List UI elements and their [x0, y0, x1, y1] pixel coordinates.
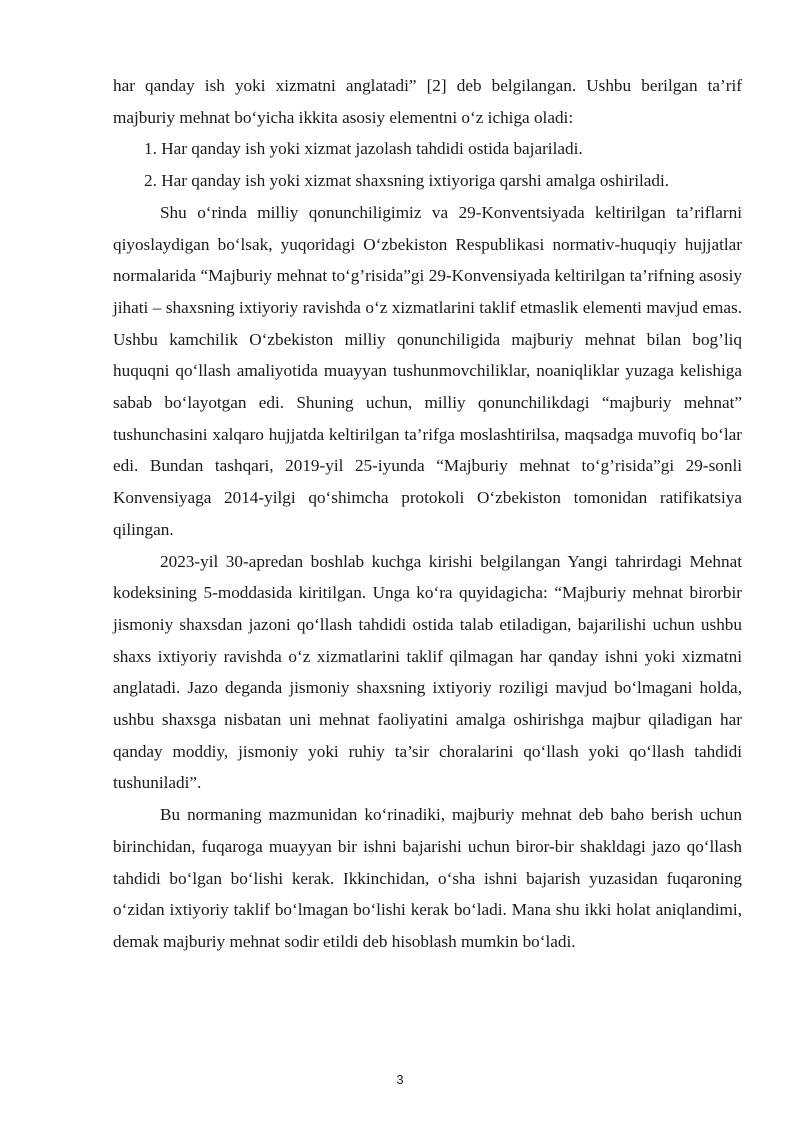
list-item-1: 1. Har qanday ish yoki xizmat jazolash tahdidi ostida bajariladi.	[144, 139, 583, 159]
paragraph-continuation: har qanday ish yoki xizmatni anglatadi” [2] deb belgilangan. Ushbu berilgan ta’rif majburiy mehnat bo‘yicha ikkita asosiy elementni o‘z ichiga oladi:	[113, 76, 742, 127]
page-number: 3	[396, 1072, 404, 1087]
paragraph-comparison: Shu o‘rinda milliy qonunchiligimiz va 29-Konventsiyada keltirilgan ta’riflarni qiyoslaydigan bo‘lsak, yuqoridagi O‘zbekiston Respublikasi normativ-huquqiy hujjatlar normalarida “Majburiy mehnat to‘g’risida”gi 29-Konvensiyada keltirilgan ta’rifning asosiy jihati – shaxsning ixtiyoriy ravishda o‘z xizmatlarini taklif etmaslik elementi mavjud emas. Ushbu kamchilik O‘zbekiston milliy qonunchiligida majburiy mehnat bilan bog’liq huquqni qo‘llash amaliyotida muayyan tushunmovchiliklar, noaniqliklar yuzaga kelishiga sabab bo‘layotgan edi. Shuning uchun, milliy qonunchilikdagi “majburiy mehnat” tushunchasini xalqaro hujjatda keltirilgan ta’rifga moslashtirilsa, maqsadga muvofiq bo‘lar edi. Bundan tashqari, 2019-yil 25-iyunda “Majburiy mehnat to‘g’risida”gi 29-sonli Konvensiyaga 2014-yilgi qo‘shimcha protokoli O‘zbekiston tomonidan ratifikatsiya qilingan.	[113, 202, 742, 539]
page-body	[113, 70, 742, 958]
list-item-2: 2. Har qanday ish yoki xizmat shaxsning ixtiyoriga qarshi amalga oshiriladi.	[144, 171, 670, 191]
paragraph-labor-code: 2023-yil 30-apredan boshlab kuchga kirishi belgilangan Yangi tahrirdagi Mehnat kodeksining 5-moddasida kiritilgan. Unga ko‘ra quyidagicha: “Majburiy mehnat birorbir jismoniy shaxsdan jazoni qo‘llash tahdidi ostida talab etiladigan, bajarilishi uchun ushbu shaxs ixtiyoriy ravishda o‘z xizmatlarini taklif qilmagan har qanday ishni yoki xizmatni anglatadi. Jazo deganda jismoniy shaxsning ixtiyoriy roziligi mavjud bo‘lmagani holda, ushbu shaxsga nisbatan uni mehnat faoliyatini amalga oshirishga majbur qiladigan har qanday moddiy, jismoniy yoki ruhiy ta’sir choralarini qo‘llash yoki qo‘llash tahdidi tushuniladi”.	[113, 551, 742, 793]
paragraph-conclusion: Bu normaning mazmunidan ko‘rinadiki, majburiy mehnat deb baho berish uchun birinchidan, fuqaroga muayyan bir ishni bajarishi uchun biror-bir shakldagi jazo qo‘llash tahdidi bo‘lgan bo‘lishi kerak. Ikkinchidan, o‘sha ishni bajarish yuzasidan fuqaroning o‘zidan ixtiyoriy taklif bo‘lmagan bo‘lishi kerak bo‘ladi. Mana shu ikki holat aniqlandimi, demak majburiy mehnat sodir etildi deb hisoblash mumkin bo‘ladi.	[113, 805, 742, 951]
